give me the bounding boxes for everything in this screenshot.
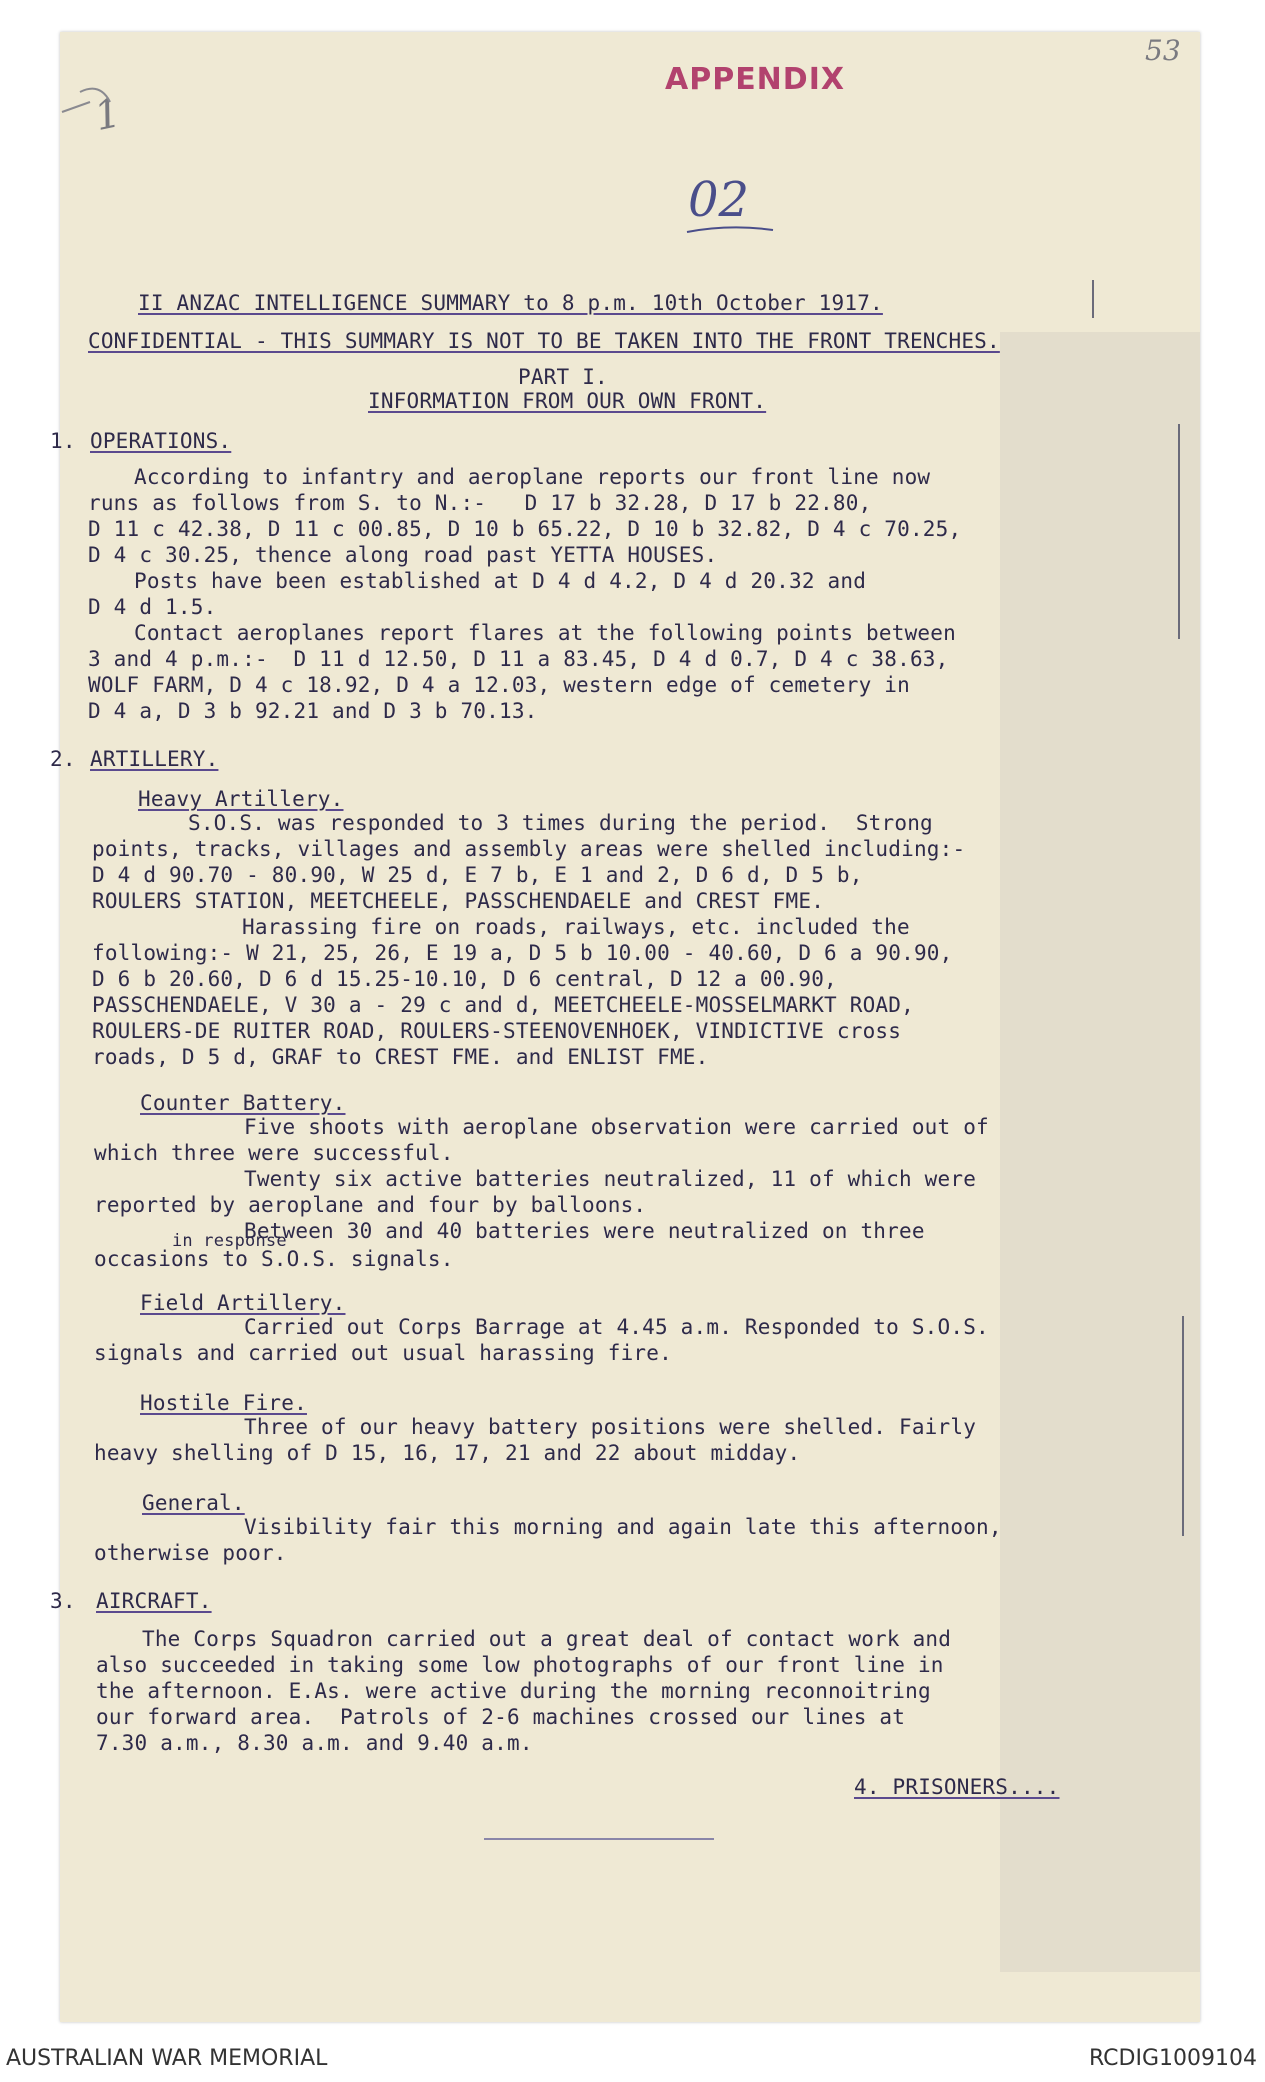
aircraft-line: 7.30 a.m., 8.30 a.m. and 9.40 a.m. — [96, 1731, 533, 1755]
operations-line: D 4 a, D 3 b 92.21 and D 3 b 70.13. — [88, 699, 538, 723]
page-number: 53 — [1145, 34, 1181, 67]
field-artillery-line: signals and carried out usual harassing fire. — [94, 1341, 672, 1365]
operations-line: D 11 c 42.38, D 11 c 00.85, D 10 b 65.22, D 10 b 32.82, D 4 c 70.25, — [88, 517, 962, 541]
operations-line: Contact aeroplanes report flares at the following points between — [134, 621, 956, 645]
footer-record-id: RCDIG1009104 — [1088, 2046, 1257, 2071]
field-artillery-line: Carried out Corps Barrage at 4.45 a.m. Responded to S.O.S. — [244, 1315, 989, 1339]
aircraft-line: also succeeded in taking some low photographs of our front line in — [96, 1653, 944, 1677]
section-number-artillery: 2. — [50, 747, 76, 771]
bottom-rule — [484, 1838, 714, 1840]
ink-underline — [685, 224, 775, 236]
pencil-mark: 1 — [90, 89, 125, 141]
heavy-artillery-line: roads, D 5 d, GRAF to CREST FME. and ENLIST FME. — [92, 1045, 709, 1069]
pencil-scribble — [60, 72, 140, 132]
footer-institution: AUSTRALIAN WAR MEMORIAL — [6, 2046, 328, 2071]
subheading-hostile-fire: Hostile Fire. — [140, 1391, 307, 1415]
summary-title: II ANZAC INTELLIGENCE SUMMARY to 8 p.m. 10th October 1917. — [138, 291, 883, 315]
counter-battery-line: Twenty six active batteries neutralized, 11 of which were — [244, 1167, 977, 1191]
counter-battery-line: Between 30 and 40 batteries were neutralized on three — [244, 1219, 925, 1243]
heavy-artillery-line: D 6 b 20.60, D 6 d 15.25-10.10, D 6 central, D 12 a 00.90, — [92, 967, 837, 991]
operations-line: According to infantry and aeroplane reports our front line now — [134, 465, 931, 489]
general-line: Visibility fair this morning and again late this afternoon, — [244, 1515, 1002, 1539]
subheading-heavy-artillery: Heavy Artillery. — [138, 787, 344, 811]
aircraft-line: The Corps Squadron carried out a great deal of contact work and — [142, 1627, 952, 1651]
subheading-counter-battery: Counter Battery. — [140, 1091, 346, 1115]
heading-artillery: ARTILLERY. — [90, 747, 219, 771]
operations-line: runs as follows from S. to N.:- D 17 b 32.28, D 17 b 22.80, — [88, 491, 872, 515]
heavy-artillery-line: following:- W 21, 25, 26, E 19 a, D 5 b 10.00 - 40.60, D 6 a 90.90, — [92, 941, 953, 965]
heavy-artillery-line: D 4 d 90.70 - 80.90, W 25 d, E 7 b, E 1 and 2, D 6 d, D 5 b, — [92, 863, 863, 887]
continuation-marker: 4. PRISONERS.... — [854, 1775, 1060, 1799]
section-number-operations: 1. — [50, 429, 76, 453]
heavy-artillery-line: ROULERS STATION, MEETCHEELE, PASSCHENDAELE and CREST FME. — [92, 889, 825, 913]
part-number: PART I. — [518, 365, 608, 389]
counter-battery-line: reported by aeroplane and four by balloons. — [94, 1193, 647, 1217]
margin-line-aircraft — [1182, 1316, 1184, 1536]
heavy-artillery-line: Harassing fire on roads, railways, etc. included the — [242, 915, 910, 939]
heavy-artillery-line: ROULERS-DE RUITER ROAD, ROULERS-STEENOVENHOEK, VINDICTIVE cross — [92, 1019, 902, 1043]
heavy-artillery-line: points, tracks, villages and assembly areas were shelled including:- — [92, 837, 966, 861]
heavy-artillery-line: PASSCHENDAELE, V 30 a - 29 c and d, MEETCHEELE-MOSSELMARKT ROAD, — [92, 993, 914, 1017]
ink-number: 02 — [688, 172, 750, 228]
confidential-notice: CONFIDENTIAL - THIS SUMMARY IS NOT TO BE TAKEN INTO THE FRONT TRENCHES. — [88, 329, 1000, 353]
part-title: INFORMATION FROM OUR OWN FRONT. — [368, 389, 767, 413]
aircraft-line: our forward area. Patrols of 2-6 machines crossed our lines at — [96, 1705, 906, 1729]
margin-mark-title — [1092, 280, 1094, 318]
heading-operations: OPERATIONS. — [90, 429, 232, 453]
aircraft-line: the afternoon. E.As. were active during the morning reconnoitring — [96, 1679, 931, 1703]
hostile-fire-line: Three of our heavy battery positions were shelled. Fairly — [244, 1415, 977, 1439]
appendix-stamp: APPENDIX — [665, 62, 845, 97]
operations-line: D 4 d 1.5. — [88, 595, 217, 619]
margin-line-operations — [1178, 424, 1180, 639]
general-line: otherwise poor. — [94, 1541, 287, 1565]
operations-line: Posts have been established at D 4 d 4.2, D 4 d 20.32 and — [134, 569, 867, 593]
subheading-field-artillery: Field Artillery. — [140, 1291, 346, 1315]
section-number-aircraft: 3. — [50, 1589, 76, 1613]
document-page — [50, 32, 1200, 2022]
counter-battery-line: occasions to S.O.S. signals. — [94, 1247, 454, 1271]
counter-battery-line: Five shoots with aeroplane observation were carried out of — [244, 1115, 989, 1139]
archive-footer — [0, 2032, 1265, 2082]
bleed-through-area — [1000, 332, 1200, 1972]
counter-battery-line: which three were successful. — [94, 1141, 454, 1165]
operations-line: 3 and 4 p.m.:- D 11 d 12.50, D 11 a 83.45, D 4 d 0.7, D 4 c 38.63, — [88, 647, 949, 671]
counter-battery-insert: in response — [172, 1231, 287, 1251]
heavy-artillery-line: S.O.S. was responded to 3 times during the period. Strong — [188, 811, 933, 835]
hostile-fire-line: heavy shelling of D 15, 16, 17, 21 and 22 about midday. — [94, 1441, 801, 1465]
operations-line: D 4 c 30.25, thence along road past YETTA HOUSES. — [88, 543, 718, 567]
subheading-general: General. — [142, 1491, 245, 1515]
operations-line: WOLF FARM, D 4 c 18.92, D 4 a 12.03, western edge of cemetery in — [88, 673, 910, 697]
heading-aircraft: AIRCRAFT. — [96, 1589, 212, 1613]
